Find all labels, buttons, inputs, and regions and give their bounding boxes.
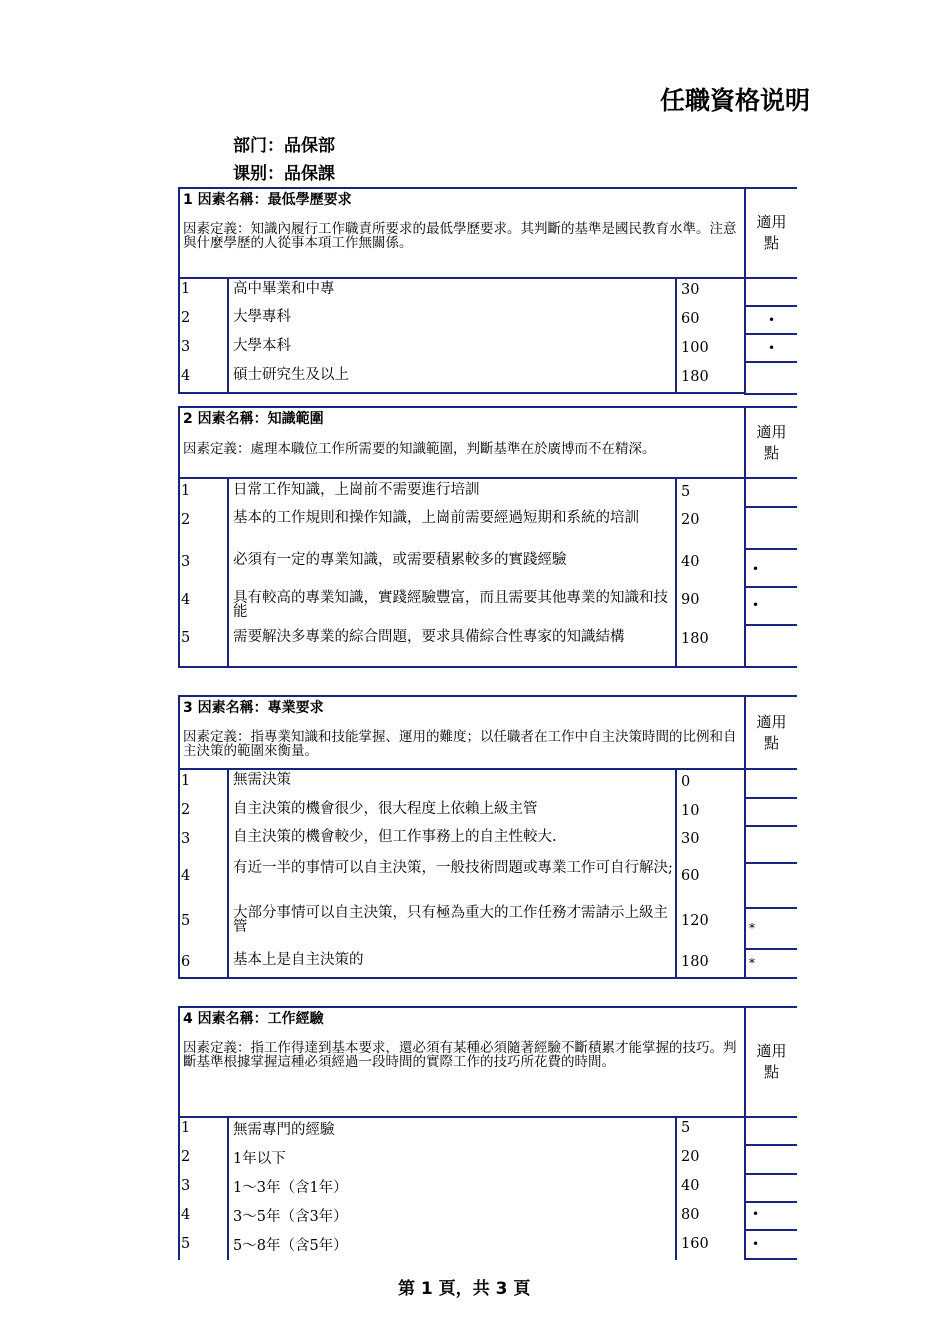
level-points: 160: [681, 1236, 709, 1252]
mark-cell[interactable]: [744, 825, 797, 864]
level-points: 100: [681, 340, 709, 356]
factor-experience: [178, 1006, 797, 1260]
mark-cell[interactable]: [744, 361, 797, 395]
factor-header: [178, 406, 745, 479]
level-points: 5: [681, 1120, 691, 1136]
level-points: 60: [681, 311, 700, 327]
level-points: 10: [681, 803, 700, 819]
page-footer: 第 1 頁，共 3 頁: [398, 1279, 531, 1299]
page-title: 任職資格说明: [660, 86, 811, 115]
level-num: 1: [181, 483, 191, 499]
level-desc: 自主決策的機會很少，很大程度上依賴上級主管: [233, 801, 538, 817]
table-rule: [178, 768, 180, 979]
level-num: 2: [181, 310, 191, 326]
level-num: 4: [181, 368, 191, 384]
level-num: 3: [181, 554, 191, 570]
level-desc: 3～5年（含3年）: [233, 1209, 348, 1225]
level-num: 6: [181, 954, 191, 970]
applicable-label: 適用 點: [756, 213, 787, 252]
applicable-mark: *: [749, 956, 755, 970]
level-table: [178, 1116, 745, 1260]
table-rule: [178, 477, 180, 668]
level-desc: 需要解決多專業的綜合問題，要求具備綜合性專家的知識結構: [233, 629, 625, 645]
level-num: 1: [181, 1120, 191, 1136]
level-points: 30: [681, 831, 700, 847]
level-num: 2: [181, 512, 191, 528]
applicable-label: 適用 點: [756, 422, 787, 462]
factor-definition: 因素定義：知識內履行工作職責所要求的最低學歷要求。其判斷的基準是國民教育水準。注意與什麼學歷的人從事本項工作無關係。: [183, 221, 737, 251]
factor-name: 1 因素名稱：最低學歷要求: [183, 192, 352, 208]
table-rule: [178, 277, 180, 394]
table-rule: [227, 277, 229, 394]
applicable-header: [744, 695, 797, 770]
level-points: 180: [681, 369, 709, 385]
department-label: 部门：品保部: [233, 136, 335, 156]
factor-name: 4 因素名稱：工作經驗: [183, 1011, 324, 1027]
level-num: 1: [181, 281, 191, 297]
level-points: 40: [681, 1178, 700, 1194]
mark-cell[interactable]: [744, 1173, 797, 1203]
level-points: 90: [681, 592, 700, 608]
level-points: 120: [681, 913, 709, 929]
factor-header: [178, 187, 745, 279]
level-table: [178, 477, 745, 668]
level-points: 40: [681, 554, 700, 570]
level-desc: 1年以下: [233, 1151, 286, 1167]
factor-definition: 因素定義：處理本職位工作所需要的知識範圍，判斷基準在於廣博而不在精深。: [183, 441, 656, 457]
level-desc: 1～3年（含1年）: [233, 1180, 348, 1196]
mark-cell[interactable]: [744, 548, 797, 588]
level-table: [178, 768, 745, 979]
level-num: 3: [181, 1178, 191, 1194]
level-table: [178, 277, 745, 394]
level-desc: 無需決策: [233, 772, 291, 788]
applicable-mark: •: [752, 562, 760, 576]
factor-name: 3 因素名稱：專業要求: [183, 700, 324, 716]
mark-cell[interactable]: [744, 586, 797, 626]
applicable-label: 適用 點: [756, 1042, 787, 1081]
table-rule: [227, 768, 229, 979]
factor-definition: 因素定義：指工作得達到基本要求，還必須有某種必須隨著經驗不斷積累才能掌握的技巧。判斷基準根據掌握這種必須經過一段時間的實際工作的技巧所花費的時間。: [183, 1040, 737, 1070]
applicable-mark: •: [768, 313, 776, 327]
applicable-mark: *: [749, 921, 755, 935]
mark-cell[interactable]: [744, 1144, 797, 1175]
mark-cell[interactable]: [744, 768, 797, 799]
mark-cell[interactable]: [744, 333, 797, 363]
level-desc: 大學本科: [233, 338, 291, 354]
applicable-header: [744, 187, 797, 279]
level-desc: 大學專科: [233, 309, 291, 325]
table-rule: [227, 477, 229, 668]
applicable-header: [744, 1006, 797, 1118]
factor-professional: [178, 695, 797, 979]
table-rule: [227, 1116, 229, 1260]
table-rule: [178, 666, 745, 668]
factor-header: [178, 1006, 745, 1118]
level-num: 2: [181, 1149, 191, 1165]
factor-definition: 因素定義：指專業知識和技能掌握、運用的難度；以任職者在工作中自主決策時間的比例和自主決策的範圍來衡量。: [183, 729, 737, 759]
mark-cell[interactable]: [744, 948, 797, 979]
applicable-header: [744, 406, 797, 479]
level-points: 0: [681, 774, 691, 790]
level-desc: 自主決策的機會較少，但工作事務上的自主性較大.: [233, 829, 557, 845]
level-num: 4: [181, 1207, 191, 1223]
mark-cell[interactable]: [744, 506, 797, 550]
mark-cell[interactable]: [744, 907, 797, 950]
mark-cell[interactable]: [744, 277, 797, 307]
level-desc: 具有較高的專業知識，實踐經驗豐富，而且需要其他專業的知識和技能: [233, 590, 668, 620]
mark-cell[interactable]: [744, 477, 797, 508]
applicable-mark: •: [752, 1207, 760, 1221]
level-desc: 無需專門的經驗: [233, 1122, 335, 1138]
applicable-mark: •: [768, 341, 776, 355]
factor-education: [178, 187, 797, 395]
level-desc: 碩士研究生及以上: [233, 367, 349, 383]
table-rule: [178, 392, 745, 394]
level-desc: 有近一半的事情可以自主決策，一般技術問題或專業工作可自行解決;: [233, 860, 673, 876]
factor-name: 2 因素名稱：知識範圍: [183, 411, 324, 427]
table-rule: [178, 1116, 180, 1260]
applicable-mark: •: [752, 1237, 760, 1251]
applicable-mark: •: [752, 598, 760, 612]
mark-cell[interactable]: [744, 797, 797, 827]
level-num: 3: [181, 339, 191, 355]
table-rule: [178, 977, 745, 979]
factor-knowledge: [178, 406, 797, 668]
level-points: 180: [681, 631, 709, 647]
level-points: 20: [681, 512, 700, 528]
level-points: 30: [681, 282, 700, 298]
mark-cell[interactable]: [744, 1201, 797, 1231]
level-num: 2: [181, 802, 191, 818]
level-num: 5: [181, 630, 191, 646]
level-desc: 高中畢業和中專: [233, 281, 335, 297]
level-points: 5: [681, 484, 691, 500]
level-num: 5: [181, 1236, 191, 1252]
level-desc: 必須有一定的專業知識，或需要積累較多的實踐經驗: [233, 552, 567, 568]
level-desc: 大部分事情可以自主決策，只有極為重大的工作任務才需請示上級主管: [233, 905, 668, 935]
level-points: 80: [681, 1207, 700, 1223]
section-label: 课别：品保課: [233, 164, 335, 184]
level-points: 60: [681, 868, 700, 884]
level-desc: 5～8年（含5年）: [233, 1238, 348, 1254]
level-desc: 基本上是自主決策的: [233, 952, 364, 968]
level-num: 3: [181, 831, 191, 847]
mark-cell[interactable]: [744, 1229, 797, 1260]
mark-cell[interactable]: [744, 1116, 797, 1146]
level-num: 4: [181, 868, 191, 884]
mark-cell[interactable]: [744, 305, 797, 335]
level-num: 4: [181, 592, 191, 608]
level-points: 180: [681, 954, 709, 970]
level-desc: 日常工作知識，上崗前不需要進行培訓: [233, 482, 480, 498]
applicable-label: 適用 點: [756, 712, 787, 752]
level-num: 1: [181, 773, 191, 789]
mark-cell[interactable]: [744, 624, 797, 668]
level-points: 20: [681, 1149, 700, 1165]
level-num: 5: [181, 913, 191, 929]
factor-header: [178, 695, 745, 770]
mark-cell[interactable]: [744, 862, 797, 909]
level-desc: 基本的工作規則和操作知識，上崗前需要經過短期和系統的培訓: [233, 510, 639, 526]
